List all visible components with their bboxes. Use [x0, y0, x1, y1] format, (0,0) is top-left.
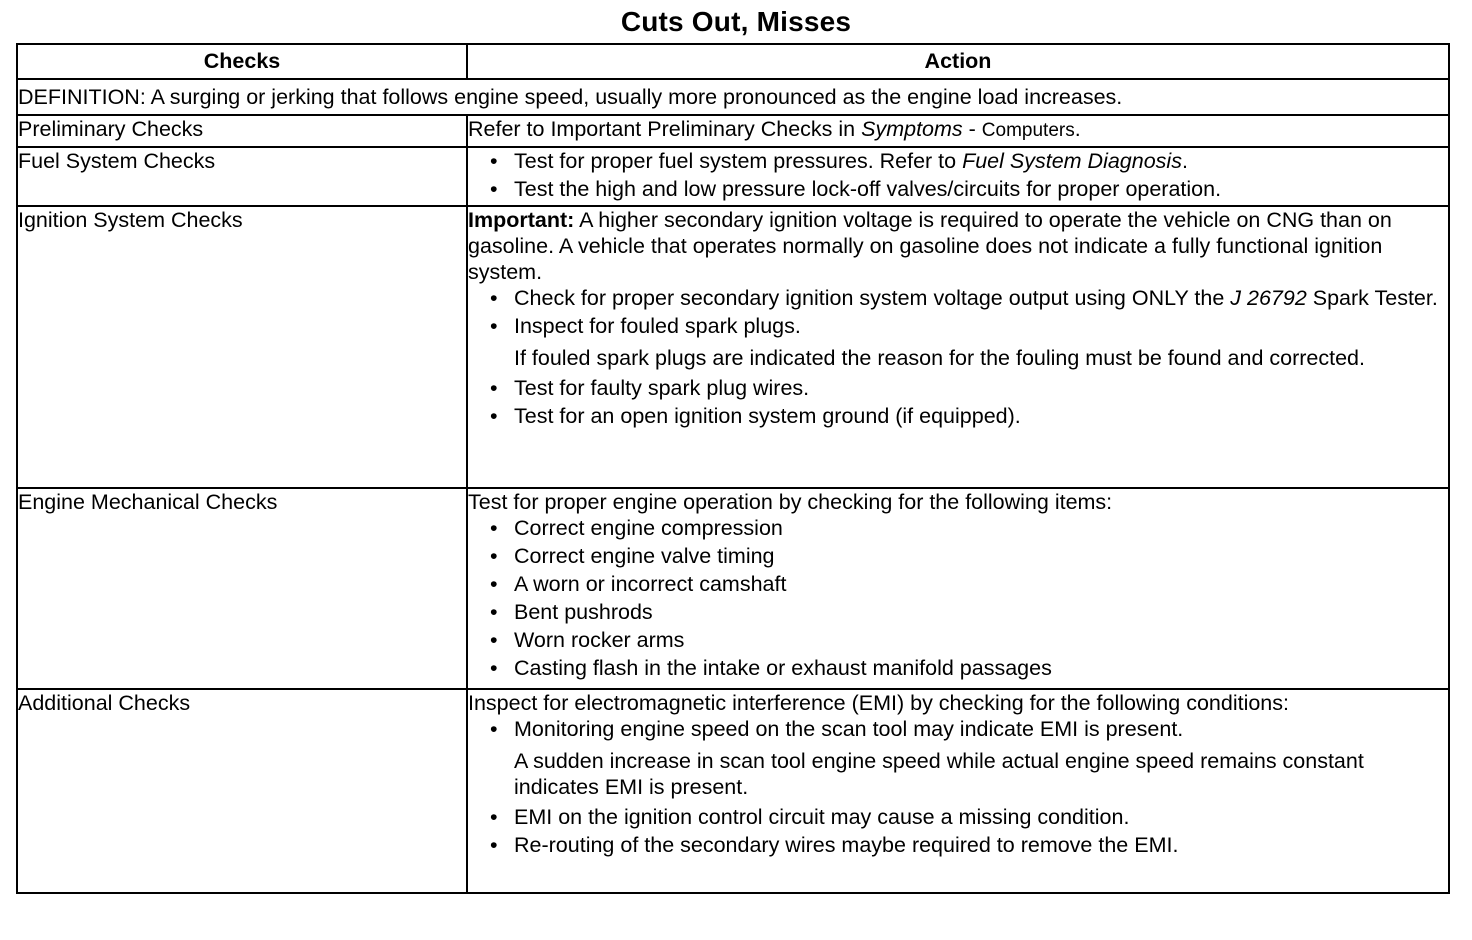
list-item: • Inspect for fouled spark plugs.: [514, 313, 1448, 339]
fouled-plugs-note: If fouled spark plugs are indicated the reason for the fouling must be found and corrected.: [514, 346, 1365, 370]
list-item: • Worn rocker arms: [514, 627, 1448, 653]
table-row: [17, 147, 1449, 206]
list-item: • EMI on the ignition control circuit may cause a missing condition.: [514, 804, 1448, 830]
symptoms-link: Symptoms: [861, 117, 963, 141]
fuel-diagnosis-link: Fuel System Diagnosis: [962, 149, 1182, 173]
header-checks: Checks: [17, 44, 467, 79]
important-text: A higher secondary ignition voltage is required to operate the vehicle on CNG than on gasoline. A vehicle that operates normally on gasoline does not indicate a fully functional ignition system.: [468, 208, 1392, 284]
check-additional: Additional Checks: [17, 689, 467, 893]
list-item: • A worn or incorrect camshaft: [514, 571, 1448, 597]
check-preliminary: Preliminary Checks: [17, 115, 467, 147]
list-item: • Test the high and low pressure lock-off valves/circuits for proper operation.: [514, 176, 1448, 202]
page-title: Cuts Out, Misses: [620, 6, 852, 37]
additional-intro: Inspect for electromagnetic interference (EMI) by checking for the following conditions:: [468, 691, 1289, 715]
list-item: • Re-routing of the secondary wires maybe required to remove the EMI.: [514, 832, 1448, 858]
table-row: [17, 689, 1449, 893]
engine-bullet-list: [468, 515, 1448, 681]
preliminary-separator: -: [962, 117, 982, 141]
header-action: Action: [467, 44, 1449, 79]
definition-text: DEFINITION: A surging or jerking that follows engine speed, usually more pronounced as the engine load increases.: [17, 79, 1449, 115]
fuel-bullet-1-end: .: [1181, 149, 1188, 173]
table-row: [17, 206, 1449, 488]
check-engine-mechanical: Engine Mechanical Checks: [17, 488, 467, 689]
list-item: • Test for an open ignition system ground (if equipped).: [514, 403, 1448, 429]
action-engine-mechanical: [467, 488, 1449, 689]
list-item: • Bent pushrods: [514, 599, 1448, 625]
preliminary-end: .: [1074, 117, 1081, 141]
ignition-bullet-list-b: [468, 375, 1448, 429]
spark-tester-tool: J 26792: [1230, 286, 1307, 310]
action-ignition-system: [467, 206, 1449, 488]
additional-bullet-list-a: [468, 716, 1448, 742]
action-additional: [467, 689, 1449, 893]
fuel-bullet-1-text: Test for proper fuel system pressures. Refer to: [514, 149, 963, 173]
ignition-bullet-1-end: Spark Tester.: [1306, 286, 1438, 310]
check-fuel-system: Fuel System Checks: [17, 147, 467, 206]
fuel-bullet-list: [468, 148, 1448, 202]
check-ignition-system: Ignition System Checks: [17, 206, 467, 488]
action-preliminary: [467, 115, 1449, 147]
list-item: [514, 148, 1448, 174]
ignition-bullet-1-text: Check for proper secondary ignition system voltage output using ONLY the: [514, 286, 1231, 310]
definition-row: [17, 79, 1449, 115]
table-row: [17, 115, 1449, 147]
table-header-row: [17, 44, 1449, 79]
list-item: [514, 285, 1448, 311]
important-label: Important:: [468, 208, 575, 232]
list-item: • Monitoring engine speed on the scan tool may indicate EMI is present.: [514, 716, 1448, 742]
list-item: • Correct engine compression: [514, 515, 1448, 541]
list-item: • Test for faulty spark plug wires.: [514, 375, 1448, 401]
diagnostic-table: [16, 43, 1450, 894]
action-fuel-system: [467, 147, 1449, 206]
list-item: • Correct engine valve timing: [514, 543, 1448, 569]
important-note: [468, 207, 1448, 285]
emi-note: A sudden increase in scan tool engine speed while actual engine speed remains constant indicates EMI is present.: [514, 749, 1364, 799]
preliminary-text: Refer to Important Preliminary Checks in: [468, 117, 862, 141]
ignition-bullet-list-a: [468, 285, 1448, 339]
list-item: • Casting flash in the intake or exhaust manifold passages: [514, 655, 1448, 681]
table-row: [17, 488, 1449, 689]
additional-bullet-list-b: [468, 804, 1448, 858]
computers-section: Computers: [981, 120, 1075, 141]
engine-intro: Test for proper engine operation by checking for the following items:: [468, 490, 1113, 514]
